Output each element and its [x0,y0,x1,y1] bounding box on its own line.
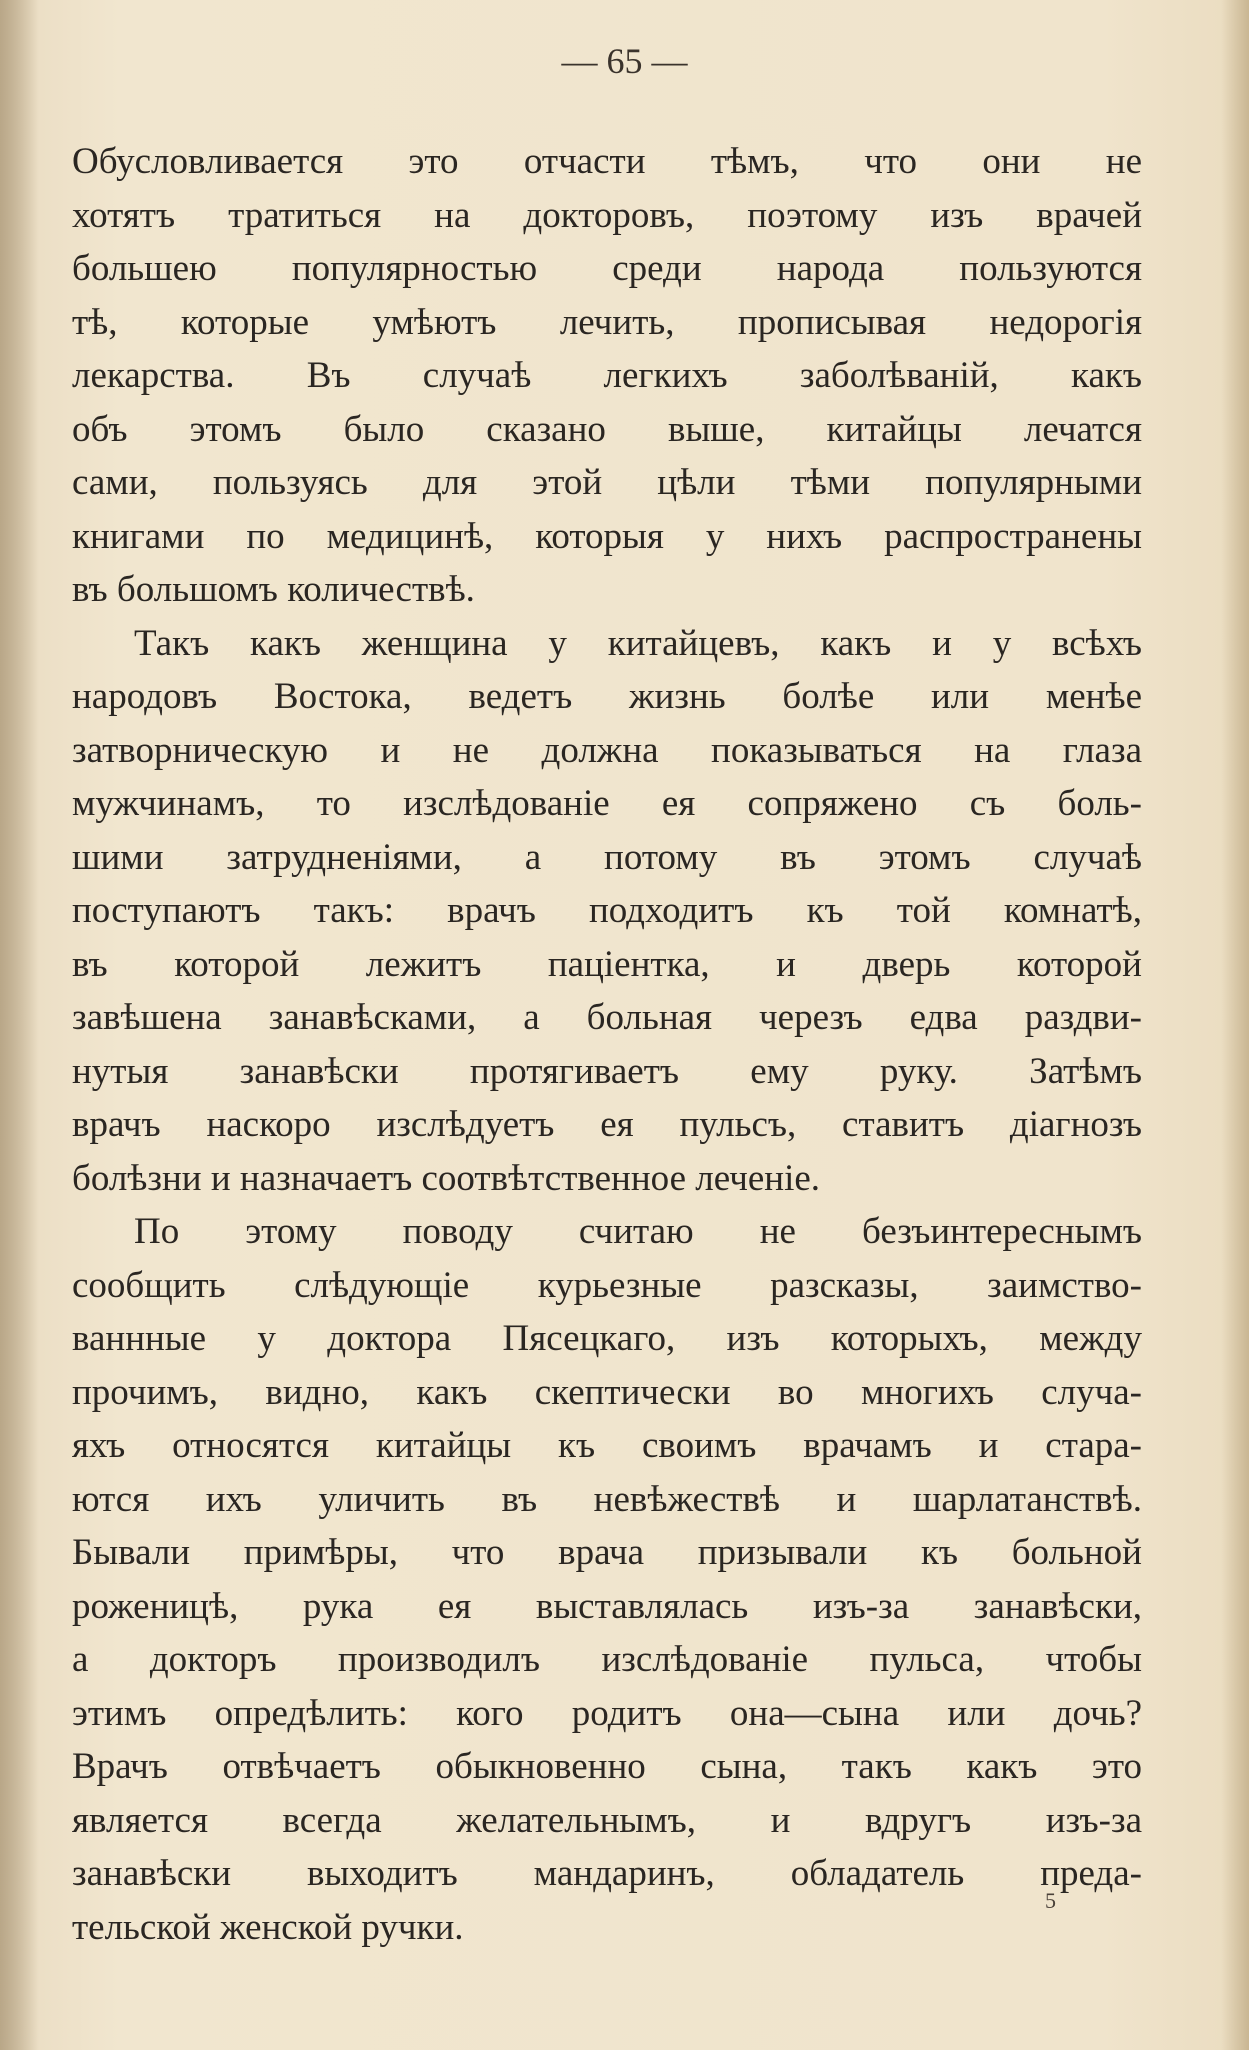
text-line: а докторъ производилъ изслѣдованіе пульса, чтобы [72,1639,1142,1680]
text-line: ются ихъ уличить въ невѣжествѣ и шарлатанствѣ. [72,1478,1142,1520]
page-number: — 65 — [561,41,688,81]
text-line: Бывали примѣры, что врача призывали къ больной [72,1532,1142,1573]
text-line: нутыя занавѣски протягиваетъ ему руку. Затѣмъ [72,1050,1142,1092]
text-line: затворническую и не должна показываться на глаза [72,729,1142,771]
paragraph-1 [72,135,1142,617]
text-line: лекарства. Въ случаѣ легкихъ заболѣваній, какъ [72,355,1142,396]
text-line: По этому поводу считаю не безъинтереснымъ [134,1211,1142,1252]
text-line: ваннные у доктора Пясецкаго, изъ которыхъ, между [72,1318,1142,1359]
text-line: яхъ относятся китайцы къ своимъ врачамъ и стара- [72,1425,1142,1466]
text-line: этимъ опредѣлить: кого родитъ она—сына или дочь? [72,1692,1142,1734]
text-line: большею популярностью среди народа пользуются [72,248,1142,289]
text-line: завѣшена занавѣсками, а больная черезъ едва раздви- [72,997,1142,1038]
text-line: тѣ, которые умѣютъ лечить, прописывая недорогія [72,301,1142,343]
text-line: болѣзни и назначаетъ соотвѣтственное леченіе. [72,1157,821,1199]
text-line: сами, пользуясь для этой цѣли тѣми популярными [72,462,1142,503]
paragraph-2 [72,617,1142,1206]
text-line: хотятъ тратиться на докторовъ, поэтому изъ врачей [72,194,1142,236]
text-line: поступаютъ такъ: врачъ подходитъ къ той комнатѣ, [72,890,1142,931]
paragraph-3 [72,1205,1142,1954]
text-line: въ которой лежитъ паціентка, и дверь которой [72,943,1142,985]
text-line: въ большомъ количествѣ. [72,569,475,610]
body-text [72,135,1142,1954]
text-line: Такъ какъ женщина у китайцевъ, какъ и у всѣхъ [134,622,1142,664]
text-line: народовъ Востока, ведетъ жизнь болѣе или менѣе [72,676,1142,717]
text-line: прочимъ, видно, какъ скептически во многихъ случа- [72,1371,1142,1413]
text-line: сообщить слѣдующіе курьезные разсказы, заимство- [72,1264,1142,1306]
text-line: роженицѣ, рука ея выставлялась изъ-за занавѣски, [72,1585,1142,1627]
text-line: мужчинамъ, то изслѣдованіе ея сопряжено съ боль- [72,783,1142,824]
text-line: тельской женской ручки. [72,1906,464,1948]
text-line: врачъ наскоро изслѣдуетъ ея пульсъ, ставитъ діагнозъ [72,1104,1142,1145]
text-line: объ этомъ было сказано выше, китайцы лечатся [72,408,1142,450]
text-line: Врачъ отвѣчаетъ обыкновенно сына, такъ какъ это [72,1746,1142,1787]
text-line: занавѣски выходитъ мандаринъ, обладатель преда- [72,1853,1142,1894]
text-line: книгами по медицинѣ, которыя у нихъ распространены [72,515,1142,557]
text-line: является всегда желательнымъ, и вдругъ изъ-за [72,1799,1142,1841]
signature-mark: 5 [1045,1888,1056,1913]
text-line: Обусловливается это отчасти тѣмъ, что они не [72,141,1142,182]
text-line: шими затрудненіями, а потому въ этомъ случаѣ [72,836,1142,878]
